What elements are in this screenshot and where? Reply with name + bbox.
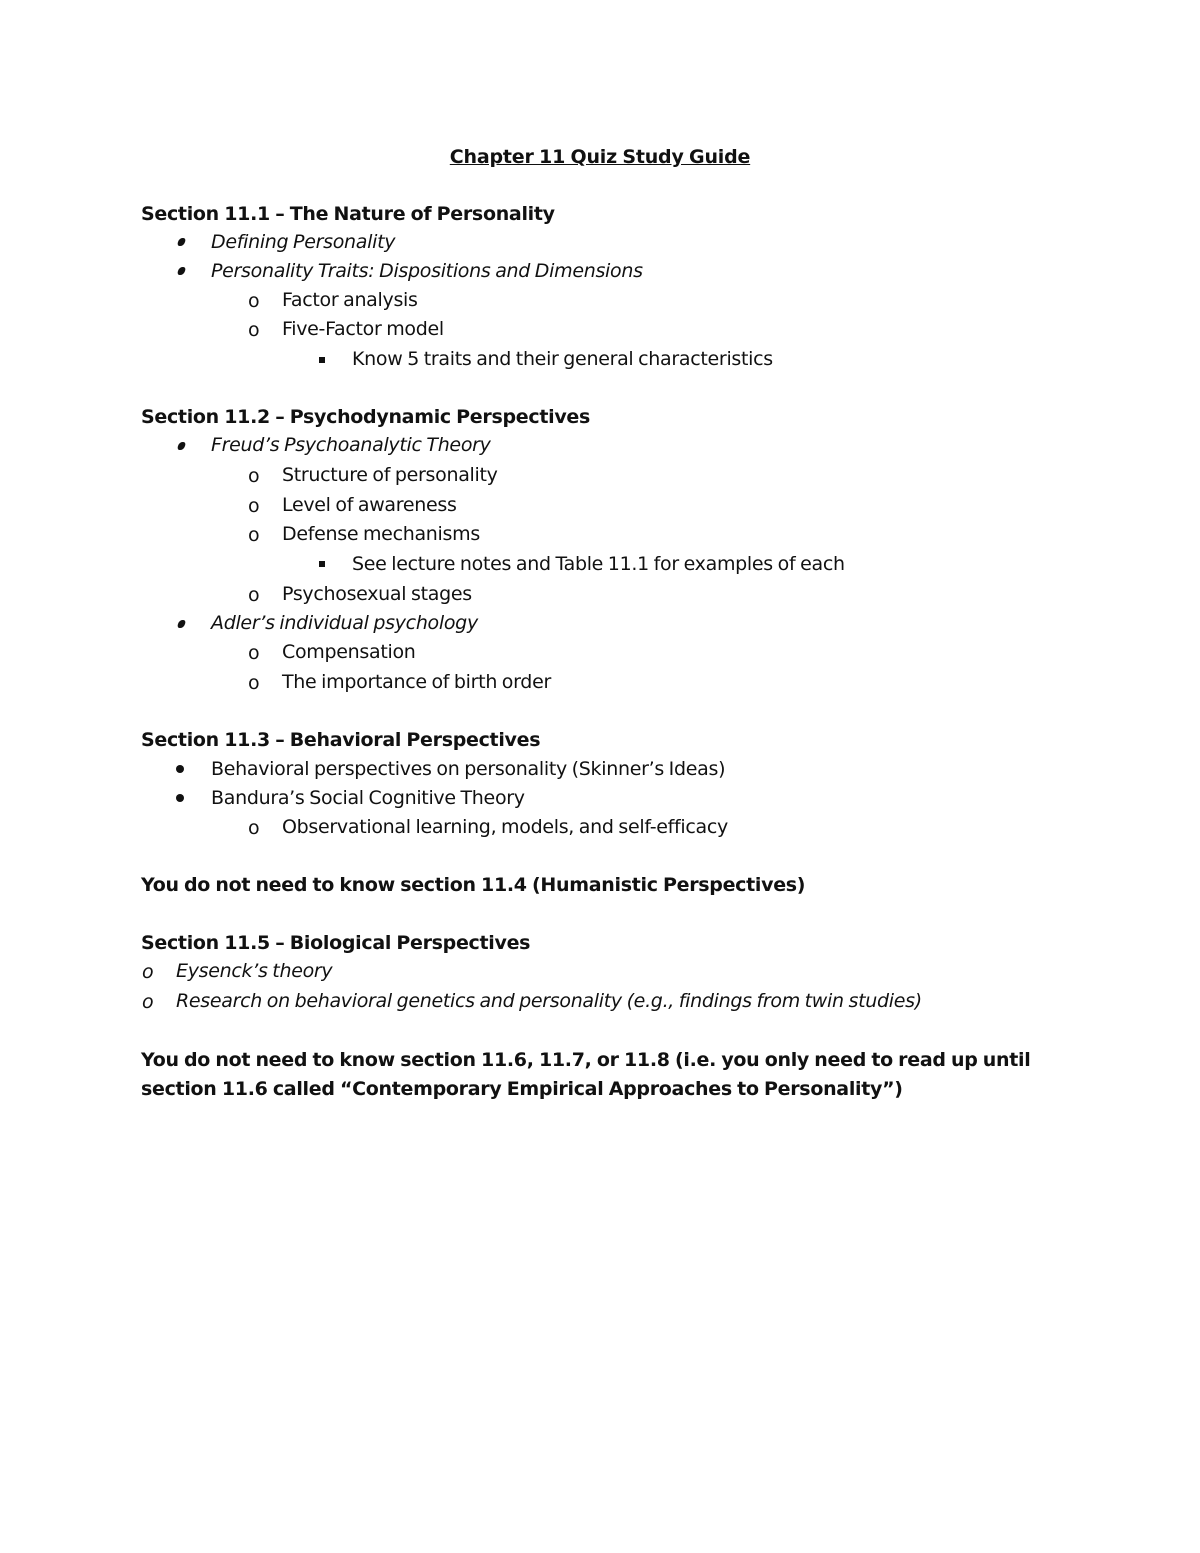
list-item: Eysenck’s theory <box>176 960 333 982</box>
bullet-icon <box>177 238 186 246</box>
list-item: Adler’s individual psychology <box>211 612 478 634</box>
square-bullet-icon <box>319 561 325 567</box>
list-item: Level of awareness <box>282 494 457 516</box>
note-section-11-4: You do not need to know section 11.4 (Humanistic Perspectives) <box>141 874 806 896</box>
list-item: Know 5 traits and their general characteristics <box>352 348 773 370</box>
list-item: See lecture notes and Table 11.1 for examples of each <box>352 553 845 575</box>
list-item: Psychosexual stages <box>282 583 472 605</box>
section-11-3-heading: Section 11.3 – Behavioral Perspectives <box>141 729 541 751</box>
circle-bullet-icon: o <box>248 495 260 517</box>
circle-bullet-icon: o <box>248 817 260 839</box>
list-item: Personality Traits: Dispositions and Dimensions <box>211 260 643 282</box>
list-item: Freud’s Psychoanalytic Theory <box>211 434 491 456</box>
circle-bullet-icon: o <box>248 642 260 664</box>
list-item: Research on behavioral genetics and personality (e.g., findings from twin studies) <box>176 990 922 1012</box>
circle-bullet-icon: o <box>142 991 154 1013</box>
section-11-5-heading: Section 11.5 – Biological Perspectives <box>141 932 531 954</box>
bullet-icon <box>177 267 186 275</box>
page-title: Chapter 11 Quiz Study Guide <box>449 146 751 168</box>
bullet-icon <box>177 620 186 628</box>
list-item: Behavioral perspectives on personality (Skinner’s Ideas) <box>211 758 726 780</box>
bullet-icon <box>177 442 186 450</box>
circle-bullet-icon: o <box>248 290 260 312</box>
list-item: The importance of birth order <box>282 671 551 693</box>
circle-bullet-icon: o <box>142 961 154 983</box>
section-11-1-heading: Section 11.1 – The Nature of Personality <box>141 203 555 225</box>
circle-bullet-icon: o <box>248 672 260 694</box>
list-item: Five-Factor model <box>282 318 444 340</box>
bullet-icon <box>176 765 184 773</box>
list-item: Defense mechanisms <box>282 523 480 545</box>
circle-bullet-icon: o <box>248 584 260 606</box>
list-item: Factor analysis <box>282 289 418 311</box>
note-final-line-1: You do not need to know section 11.6, 11.7, or 11.8 (i.e. you only need to read up until <box>141 1049 1031 1071</box>
note-final-line-2: section 11.6 called “Contemporary Empirical Approaches to Personality”) <box>141 1078 903 1100</box>
list-item: Observational learning, models, and self-efficacy <box>282 816 728 838</box>
circle-bullet-icon: o <box>248 319 260 341</box>
circle-bullet-icon: o <box>248 465 260 487</box>
list-item: Defining Personality <box>211 231 396 253</box>
list-item: Bandura’s Social Cognitive Theory <box>211 787 525 809</box>
list-item: Structure of personality <box>282 464 498 486</box>
circle-bullet-icon: o <box>248 524 260 546</box>
section-11-2-heading: Section 11.2 – Psychodynamic Perspectives <box>141 406 590 428</box>
list-item: Compensation <box>282 641 416 663</box>
bullet-icon <box>176 794 184 802</box>
square-bullet-icon <box>319 357 325 363</box>
